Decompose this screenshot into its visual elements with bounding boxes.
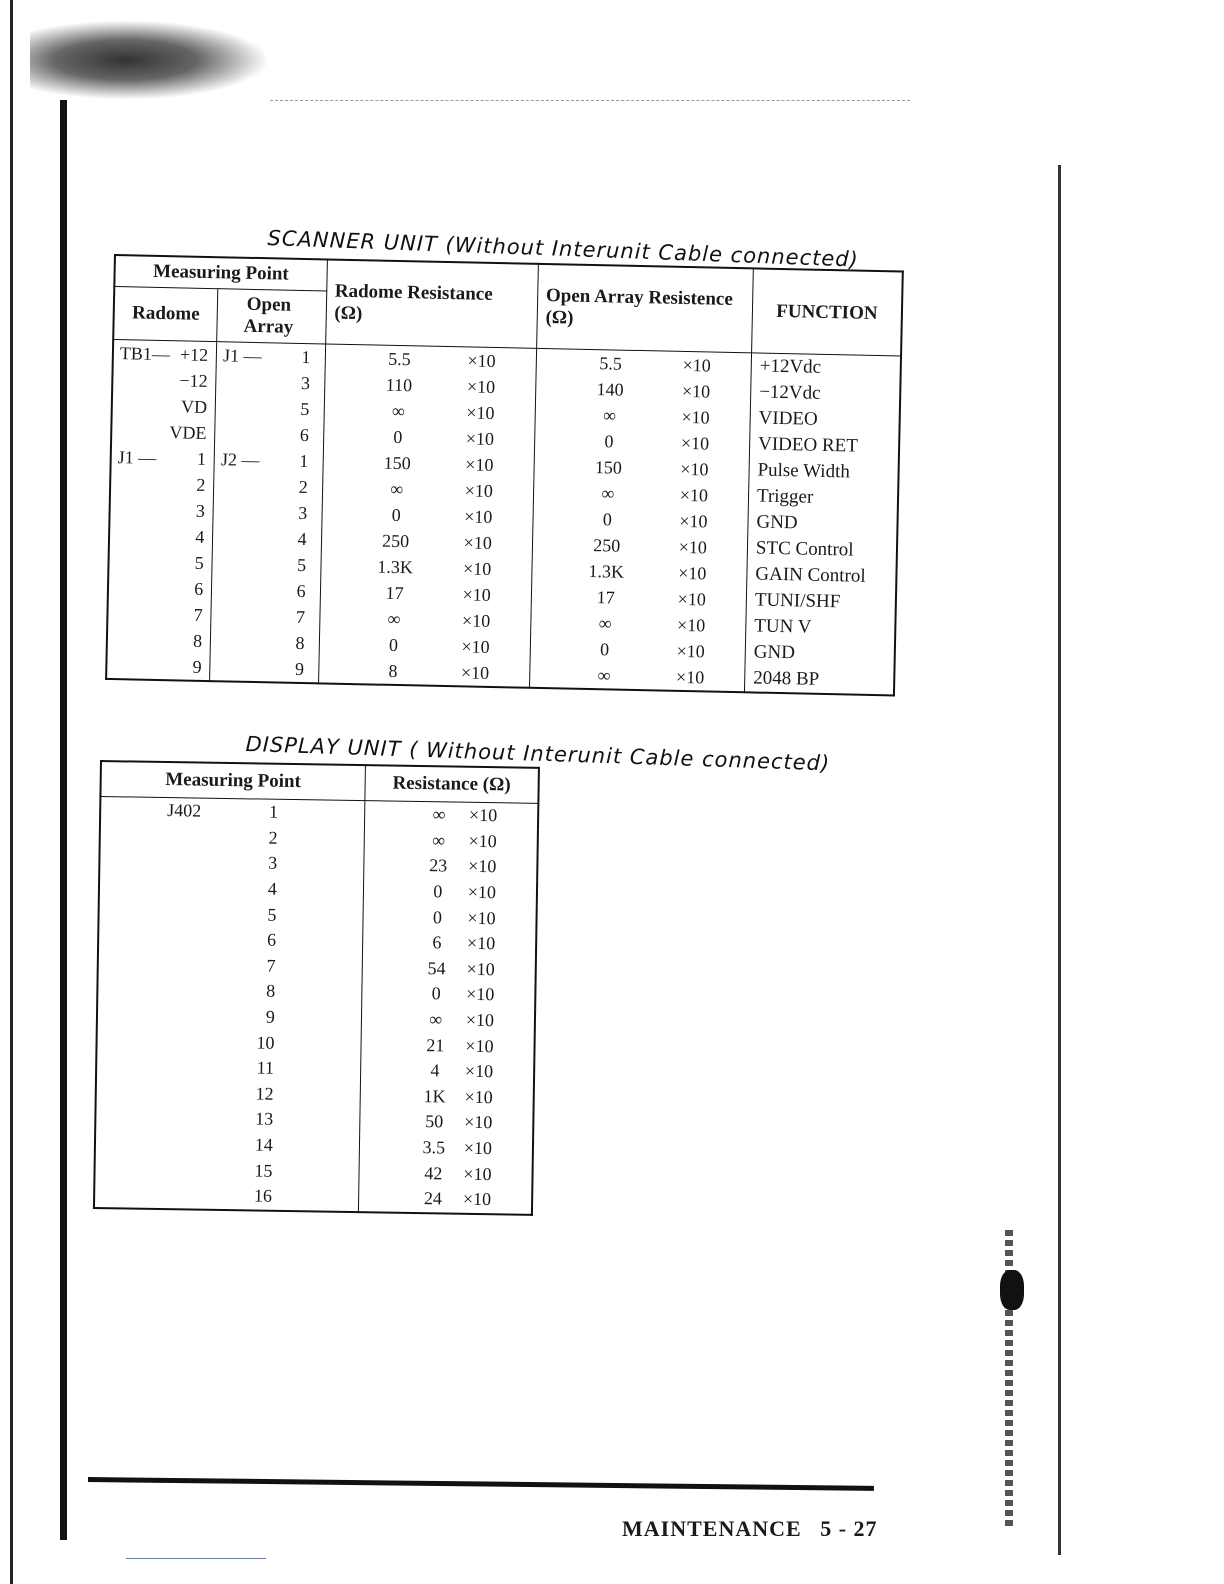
function-cell [750,379,900,408]
open-array-prefix: J2 — [220,448,260,470]
open-array-point-cell [210,628,319,656]
radome-point-cell [110,470,214,498]
open-array-resistance-value: ∞ [598,612,612,633]
resistance-value: 0 [432,906,443,928]
radome-point: VDE [169,421,207,443]
open-array-point-cell [216,342,325,371]
resistance-cell [362,955,536,983]
function-label: VIDEO RET [757,433,859,457]
open-array-header: Open Array [217,289,326,344]
pin-number: 2 [268,827,278,848]
scanner-unit-title: SCANNER UNIT (Without Interunit Cable connected) [267,226,860,272]
pin-number: 9 [265,1006,275,1027]
radome-resistance-value: 0 [388,634,399,655]
footer-section: MAINTENANCE [622,1516,802,1541]
page-edge-shadow [10,0,13,1584]
resistance-value: 1K [423,1085,446,1107]
resistance-value: ∞ [429,1009,443,1030]
open-array-point-cell [215,420,324,448]
radome-point-cell [109,522,213,550]
radome-point-cell [112,392,216,420]
open-array-point: 1 [299,450,309,471]
resistance-multiplier: ×10 [466,933,496,954]
resistance-cell [363,904,537,932]
function-label: GND [753,641,796,664]
resistance-cell [364,801,538,830]
pin-number: 13 [255,1108,274,1130]
resistance-cell [360,1057,534,1085]
open-array-resistance-value: 0 [602,508,613,529]
radome-resistance-value: 1.3K [377,556,414,577]
open-array-point: 3 [298,502,308,523]
open-array-point-cell [214,472,323,500]
pin-number: 12 [255,1083,274,1104]
open-array-resistance-label: Open Array Resistence [545,284,734,310]
open-array-point-cell [215,394,324,422]
open-array-point: 6 [299,424,310,445]
open-array-resistance-value: 0 [604,430,614,451]
resistance-cell [364,852,538,880]
radome-resistance-value: ∞ [391,400,406,421]
radome-point: 6 [194,578,204,599]
function-label: GAIN Control [755,563,866,587]
radome-point-cell [107,600,211,628]
radome-resistance-value: 17 [385,582,404,603]
function-label: TUN V [754,615,812,638]
radome-resistance-value: 150 [383,452,412,473]
pin-number: 14 [254,1134,273,1155]
function-header: FUNCTION [752,268,903,356]
resistance-multiplier: ×10 [465,1035,494,1056]
radome-point: 9 [192,656,202,677]
pin-number: 7 [266,955,276,976]
function-label: VIDEO [758,407,818,430]
radome-point: 3 [195,500,206,521]
open-array-point: 3 [300,372,311,393]
pin-number: 8 [266,981,276,1002]
resistance-multiplier: ×10 [467,881,497,903]
open-array-resistance-value: ∞ [597,664,611,685]
open-array-point: 9 [294,658,305,679]
open-array-resistance-multiplier: ×10 [679,484,709,505]
function-label: −12Vdc [758,381,821,404]
function-cell [748,509,898,538]
open-array-resistance-value: 140 [596,378,624,400]
left-margin-rule [60,100,67,1540]
resistance-cell [363,878,537,906]
open-array-point-cell [213,524,322,552]
radome-point: 4 [195,526,205,547]
open-array-resistance-multiplier: ×10 [676,640,705,661]
open-array-point: 2 [298,476,308,497]
open-array-point: 5 [296,554,307,575]
radome-point-cell [106,652,210,681]
resistance-cell [359,1134,533,1162]
resistance-value: 42 [424,1162,443,1184]
radome-point-cell [109,496,213,524]
open-array-point-cell [216,368,325,396]
pin-number: 4 [267,878,277,899]
pin-number: 1 [268,801,279,823]
radome-point: VD [180,395,208,417]
function-cell [745,639,895,668]
measuring-point-header: Measuring Point [100,761,365,801]
radome-point: 2 [196,474,206,495]
resistance-value: ∞ [432,830,446,851]
display-table-body [94,797,538,1215]
radome-point: 8 [192,630,203,651]
open-array-resistance-multiplier: ×10 [676,614,706,635]
resistance-cell [362,980,536,1008]
function-cell [749,457,899,486]
scanner-table-body [106,340,901,696]
page-number: 5 - 27 [820,1516,878,1541]
page-footer [622,1516,878,1542]
resistance-multiplier: ×10 [468,830,497,852]
open-array-point: 4 [297,528,307,549]
radome-resistance-multiplier: ×10 [461,609,491,631]
function-cell [746,587,896,616]
resistance-multiplier: ×10 [463,1137,493,1159]
table-row [94,1181,532,1214]
resistance-value: 4 [430,1060,440,1081]
resistance-multiplier: ×10 [462,1188,492,1210]
pin-number: 15 [254,1160,273,1181]
resistance-cell [361,1006,535,1034]
measuring-point-header: Measuring Point [114,255,327,291]
footer-rule [88,1477,874,1491]
radome-point: −12 [179,369,208,391]
radome-resistance-multiplier: ×10 [465,453,494,475]
radome-resistance-multiplier: ×10 [467,349,496,371]
measuring-point-cell [94,1181,359,1212]
open-array-point-cell [214,446,323,474]
connector-label: J402 [167,800,202,821]
function-label: 2048 BP [752,667,820,690]
pin-number: 3 [268,853,278,874]
resistance-multiplier: ×10 [467,907,496,928]
radome-resistance-multiplier: ×10 [462,557,492,579]
radome-resistance-unit: (Ω) [334,302,363,324]
radome-point: 1 [196,448,207,469]
display-unit-title: DISPLAY UNIT ( Without Interunit Cable connected) [245,732,831,776]
resistance-cell [364,827,538,855]
open-array-point-cell [210,654,319,683]
function-label: TUNI/SHF [754,589,841,613]
radome-point: 7 [193,604,203,625]
function-label: GND [756,511,798,534]
resistance-cell [361,1031,535,1059]
open-array-point: 1 [301,346,311,367]
open-array-resistance-multiplier: ×10 [680,432,710,454]
pin-number: 5 [267,904,277,925]
resistance-multiplier: ×10 [464,1086,493,1108]
radome-resistance-header [325,259,538,348]
radome-resistance-multiplier: ×10 [466,401,495,423]
radome-point-cell [113,340,217,369]
radome-resistance-multiplier: ×10 [462,583,491,605]
function-cell [749,431,899,460]
resistance-cell [358,1185,532,1214]
pin-number: 16 [253,1185,273,1206]
open-array-point-cell [213,498,322,526]
scan-blue-line [126,1558,266,1559]
open-array-resistance-multiplier: ×10 [678,536,708,557]
resistance-cell [359,1159,533,1187]
radome-resistance-value: 0 [391,504,401,525]
function-label: Pulse Width [757,459,851,483]
pin-number: 6 [266,929,277,951]
radome-resistance-multiplier: ×10 [464,505,493,527]
open-array-resistance-multiplier: ×10 [679,510,708,531]
resistance-value: 0 [431,983,441,1004]
scanner-unit-table [105,254,904,696]
radome-header: Radome [113,287,218,342]
open-array-point: 8 [295,632,305,653]
resistance-header: Resistance (Ω) [365,765,539,803]
open-array-point: 5 [300,398,310,419]
open-array-resistance-value: 250 [593,534,621,556]
resistance-value: 6 [432,932,442,953]
radome-resistance-value: 110 [385,374,413,395]
open-array-resistance-multiplier: ×10 [680,458,709,479]
function-cell [748,483,898,512]
function-cell [744,665,894,695]
radome-resistance-value: 8 [388,660,398,681]
resistance-value: 24 [423,1188,443,1209]
open-array-resistance-multiplier: ×10 [677,588,707,609]
open-array-resistance-unit: (Ω) [545,306,574,329]
resistance-multiplier: ×10 [463,1163,492,1184]
radome-resistance-label: Radome Resistance [334,280,493,305]
radome-point-cell [112,366,216,394]
resistance-multiplier: ×10 [466,984,495,1005]
resistance-value: 0 [433,881,443,902]
radome-prefix: TB1— [119,342,171,364]
open-array-point: 6 [296,580,306,601]
radome-point-cell [108,574,212,602]
resistance-value: 50 [425,1111,444,1132]
resistance-multiplier: ×10 [468,856,497,877]
resistance-multiplier: ×10 [465,1009,495,1031]
open-array-resistance-value: ∞ [601,482,615,504]
radome-point: +12 [179,343,209,365]
measuring-point-cell [100,797,365,827]
resistance-cell [360,1108,534,1136]
radome-point-cell [108,548,212,576]
resistance-value: 54 [427,958,446,979]
radome-resistance-multiplier: ×10 [461,635,490,657]
radome-point: 5 [194,552,205,573]
radome-resistance-multiplier: ×10 [466,375,496,397]
function-cell [747,535,897,564]
radome-point-cell [107,626,211,654]
resistance-value: 3.5 [422,1137,446,1158]
function-label: Trigger [756,485,814,508]
open-array-resistance-value: 150 [594,456,623,478]
resistance-multiplier: ×10 [468,805,498,826]
open-array-resistance-value: 17 [596,586,615,608]
open-array-resistance-multiplier: ×10 [681,406,710,428]
function-cell [751,353,901,383]
open-array-resistance-multiplier: ×10 [682,354,711,376]
function-cell [746,613,896,642]
function-cell [747,561,897,590]
open-array-point-cell [211,576,320,604]
open-array-resistance-header [536,264,753,353]
radome-resistance-value: 0 [393,426,403,447]
radome-point-cell [110,444,214,472]
radome-resistance-value: ∞ [390,478,404,499]
function-label: STC Control [755,537,854,561]
scan-ink-blot [1000,1270,1024,1310]
open-array-point-cell [211,602,320,630]
open-array-resistance-multiplier: ×10 [675,666,705,687]
pin-number: 10 [256,1032,275,1053]
open-array-resistance-multiplier: ×10 [681,380,711,402]
open-array-point: 7 [295,606,306,627]
scan-dash-artifact [270,100,910,101]
display-unit-table [93,760,540,1215]
open-array-point-cell [212,550,321,578]
resistance-value: ∞ [432,804,446,825]
radome-resistance-multiplier: ×10 [464,479,494,501]
function-cell [750,405,900,434]
open-array-resistance-value: ∞ [602,404,617,426]
resistance-multiplier: ×10 [466,958,495,980]
radome-resistance-value: ∞ [387,608,401,629]
radome-resistance-multiplier: ×10 [460,661,490,683]
function-label: +12Vdc [759,355,822,378]
pin-number: 11 [256,1057,275,1079]
open-array-resistance-value: 5.5 [599,352,623,374]
radome-prefix: J1 — [117,446,157,468]
open-array-resistance-value: 1.3K [588,560,625,582]
radome-resistance-multiplier: ×10 [463,531,493,553]
open-array-resistance-value: 0 [599,638,610,659]
open-array-prefix: J1 — [222,344,262,366]
right-margin-rule [1058,165,1061,1555]
resistance-multiplier: ×10 [464,1112,493,1133]
resistance-multiplier: ×10 [464,1061,494,1082]
radome-resistance-value: 5.5 [388,348,411,369]
resistance-value: 23 [429,855,448,876]
scan-smudge [30,20,270,100]
radome-point-cell [111,418,215,446]
resistance-cell [360,1083,534,1111]
resistance-value: 21 [426,1034,445,1056]
resistance-cell [362,929,536,957]
radome-resistance-cell [318,656,530,687]
radome-resistance-value: 250 [381,530,410,551]
open-array-resistance-multiplier: ×10 [678,562,707,583]
open-array-resistance-cell [529,661,745,692]
radome-resistance-multiplier: ×10 [465,427,495,449]
